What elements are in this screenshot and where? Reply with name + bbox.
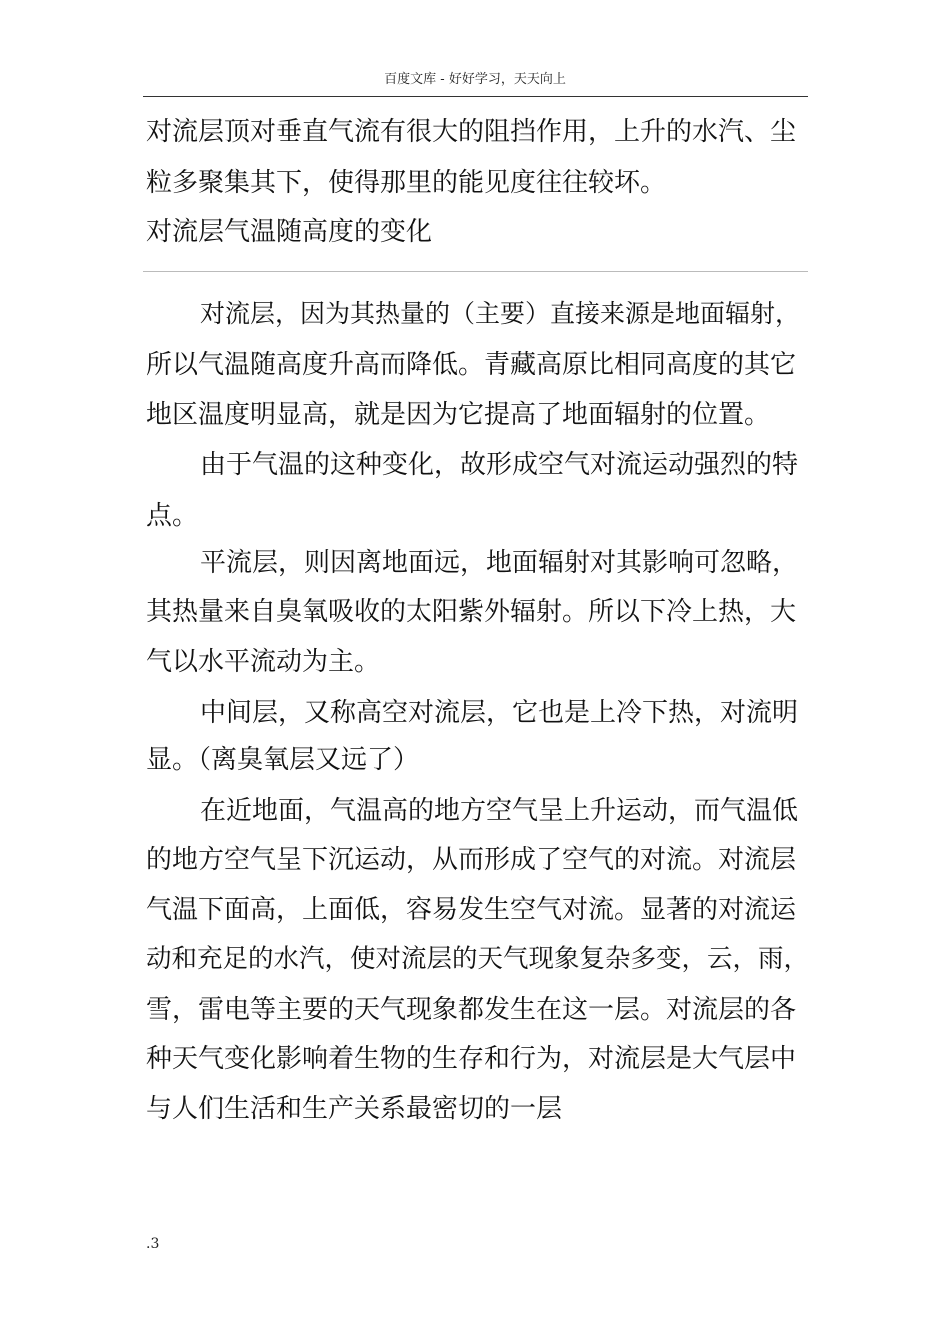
paragraph-line: 在近地面，气温高的地方空气呈上升运动，而气温低 — [200, 796, 799, 826]
paragraph-line: 对流层顶对垂直气流有很大的阻挡作用，上升的水汽、尘 — [146, 117, 797, 147]
paragraph-line: 与人们生活和生产关系最密切的一层 — [146, 1094, 563, 1124]
paragraph-line: 雪，雷电等主要的天气现象都发生在这一层。对流层的各 — [146, 995, 797, 1025]
paragraph-line: 由于气温的这种变化，故形成空气对流运动强烈的特 — [200, 450, 799, 480]
page-number: .3 — [146, 1236, 160, 1252]
paragraph-line: 对流层，因为其热量的（主要）直接来源是地面辐射， — [200, 299, 801, 328]
paragraph-line: 气以水平流动为主。 — [146, 647, 381, 677]
section-heading: 对流层气温随高度的变化 — [146, 217, 433, 247]
paragraph-line: 显。（离臭氧层又远了） — [146, 745, 420, 775]
paragraph-line: 粒多聚集其下，使得那里的能见度往往较坏。 — [146, 168, 667, 198]
page-header: 百度文库 - 好好学习，天天向上 — [384, 72, 566, 87]
paragraph-line: 中间层，又称高空对流层，它也是上冷下热，对流明 — [200, 698, 799, 728]
paragraph-line: 平流层，则因离地面远，地面辐射对其影响可忽略， — [200, 548, 799, 578]
paragraph-line: 的地方空气呈下沉运动，从而形成了空气的对流。对流层 — [146, 845, 797, 875]
paragraph-line: 点。 — [146, 501, 199, 531]
paragraph-line: 地区温度明显高，就是因为它提高了地面辐射的位置。 — [146, 400, 771, 430]
paragraph-line: 动和充足的水汽，使对流层的天气现象复杂多变，云，雨， — [146, 944, 810, 974]
section-divider — [143, 271, 808, 272]
paragraph-line: 种天气变化影响着生物的生存和行为，对流层是大气层中 — [146, 1044, 797, 1074]
paragraph-line: 其热量来自臭氧吸收的太阳紫外辐射。所以下冷上热，大 — [146, 597, 797, 627]
paragraph-line: 所以气温随高度升高而降低。青藏高原比相同高度的其它 — [146, 350, 797, 380]
header-divider — [143, 96, 808, 97]
paragraph-line: 气温下面高，上面低，容易发生空气对流。显著的对流运 — [146, 895, 797, 925]
